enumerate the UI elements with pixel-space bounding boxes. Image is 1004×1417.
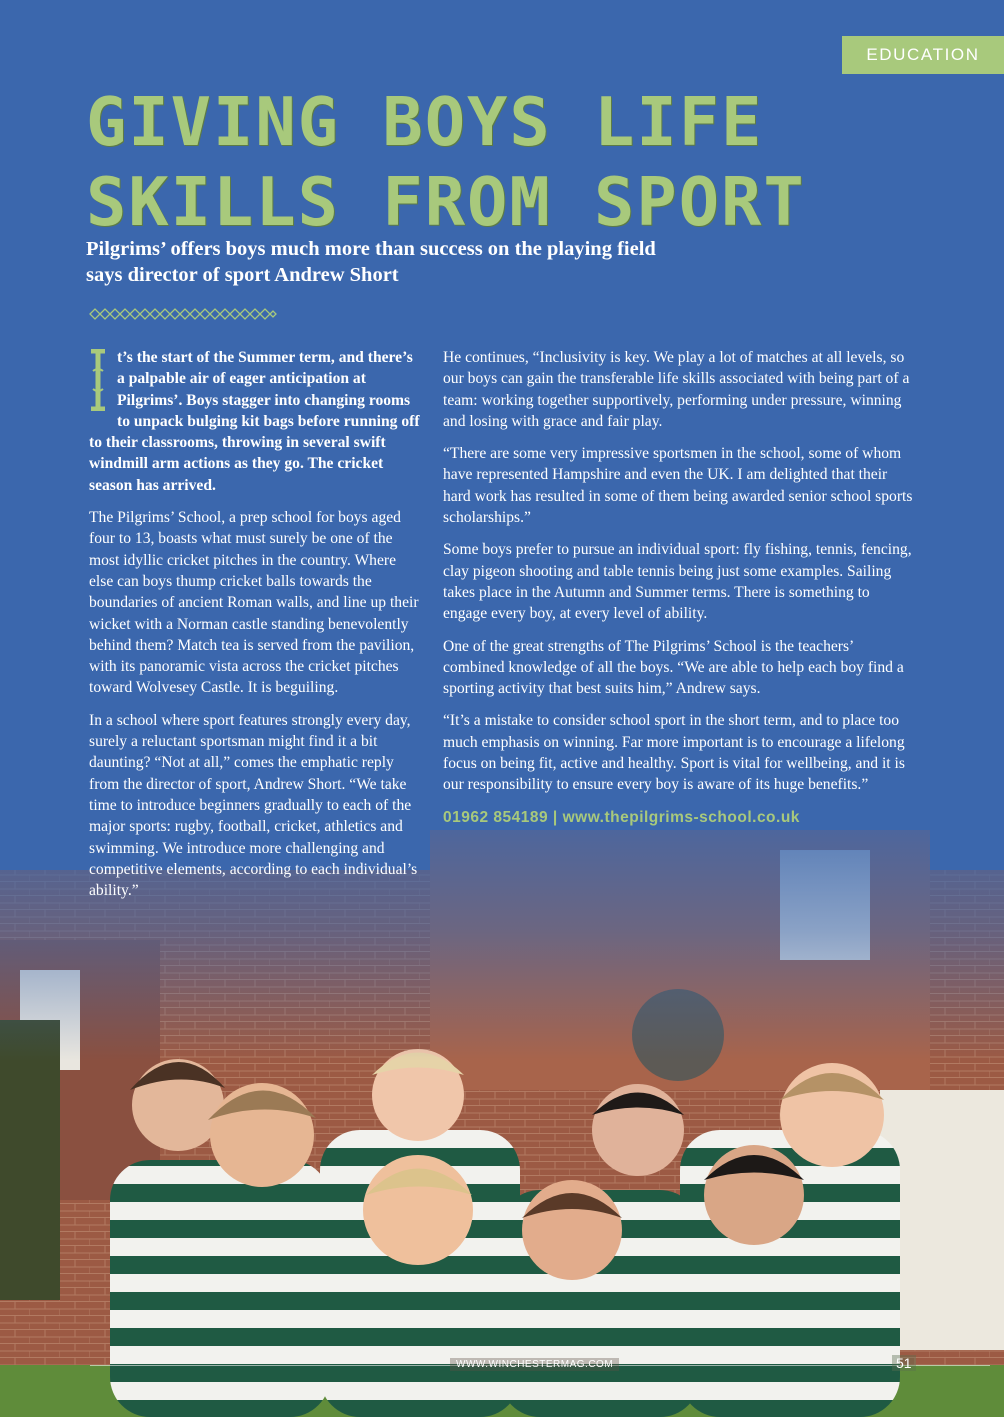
footer-website: WWW.WINCHESTERMAG.COM [450, 1358, 619, 1371]
body-paragraph: “There are some very impressive sportsmen in the school, some of whom have represented Hampshire and even the UK. I am delighted that their hard work has resulted in some of them being awarded senior school sports scholarships.” [443, 445, 913, 527]
body-paragraph: He continues, “Inclusivity is key. We play a lot of matches at all levels, so our boys can gain the transferable life skills associated with being part of a team: working together supportively, performing under pressure, winning and losing with grace and fair play. [443, 349, 910, 430]
body-paragraph: The Pilgrims’ School, a prep school for boys aged four to 13, boasts what must surely be one of the most idyllic cricket pitches in the country. Where else can boys thump cricket balls towards the boundaries of ancient Roman walls, and line up their wicket with a Norman castle standing benevolently behind them? Match tea is served from the pavilion, with its panoramic vista across the cricket pitches toward Wolvesey Castle. It is beguiling. [89, 509, 419, 697]
body-paragraph: Some boys prefer to pursue an individual sport: fly fishing, tennis, fencing, clay pigeon shooting and table tennis being just some examples. Sailing takes place in the Autumn and Summer terms. There is something to engage every boy, at every level of ability. [443, 541, 912, 623]
article-column-left [89, 347, 421, 912]
body-paragraph: One of the great strengths of The Pilgrims’ School is the teachers’ combined knowledge of all the boys. “We are able to help each boy find a sporting activity that best suits him,” Andrew says. [443, 637, 904, 698]
lead-paragraph [89, 347, 421, 496]
contact-details: 01962 854189 | www.thepilgrims-school.co.uk [443, 808, 800, 826]
headline-line-2: SKILLS FROM SPORT [86, 163, 806, 241]
headline [86, 82, 806, 242]
article-column-right [443, 347, 917, 828]
lead-text: t’s the start of the Summer term, and there’s a palpable air of eager anticipation at Pilgrims’. Boys stagger into changing rooms to unpack bulging kit bags before running off to their classrooms, throwing in several swift windmill arm actions as they go. The cricket season has arrived. [89, 349, 420, 494]
section-tag: EDUCATION [842, 36, 1004, 74]
body-paragraph: “It’s a mistake to consider school sport in the short term, and to place too much emphasis on winning. Far more important is to encourage a lifelong focus on being fit, active and healthy. Sport is vital for wellbeing, and it is our responsibility to ensure every boy is aware of its huge benefits.” [443, 712, 905, 794]
drop-cap-i-icon [89, 349, 107, 411]
headline-line-1: GIVING BOYS LIFE [86, 83, 764, 161]
standfirst [86, 236, 766, 288]
page-number: 51 [892, 1355, 916, 1371]
body-paragraph: In a school where sport features strongly every day, surely a reluctant sportsman might find it a bit daunting? “Not at all,” comes the emphatic reply from the director of sport, Andrew Short. “We take time to introduce beginners gradually to each of the major sports: rugby, football, cricket, athletics and swimming. We introduce more challenging and competitive elements, according to each individual’s ability.” [89, 711, 418, 900]
diamond-divider [88, 307, 278, 321]
standfirst-line-2: says director of sport Andrew Short [86, 264, 399, 286]
standfirst-line-1: Pilgrims’ offers boys much more than success on the playing field [86, 238, 656, 260]
